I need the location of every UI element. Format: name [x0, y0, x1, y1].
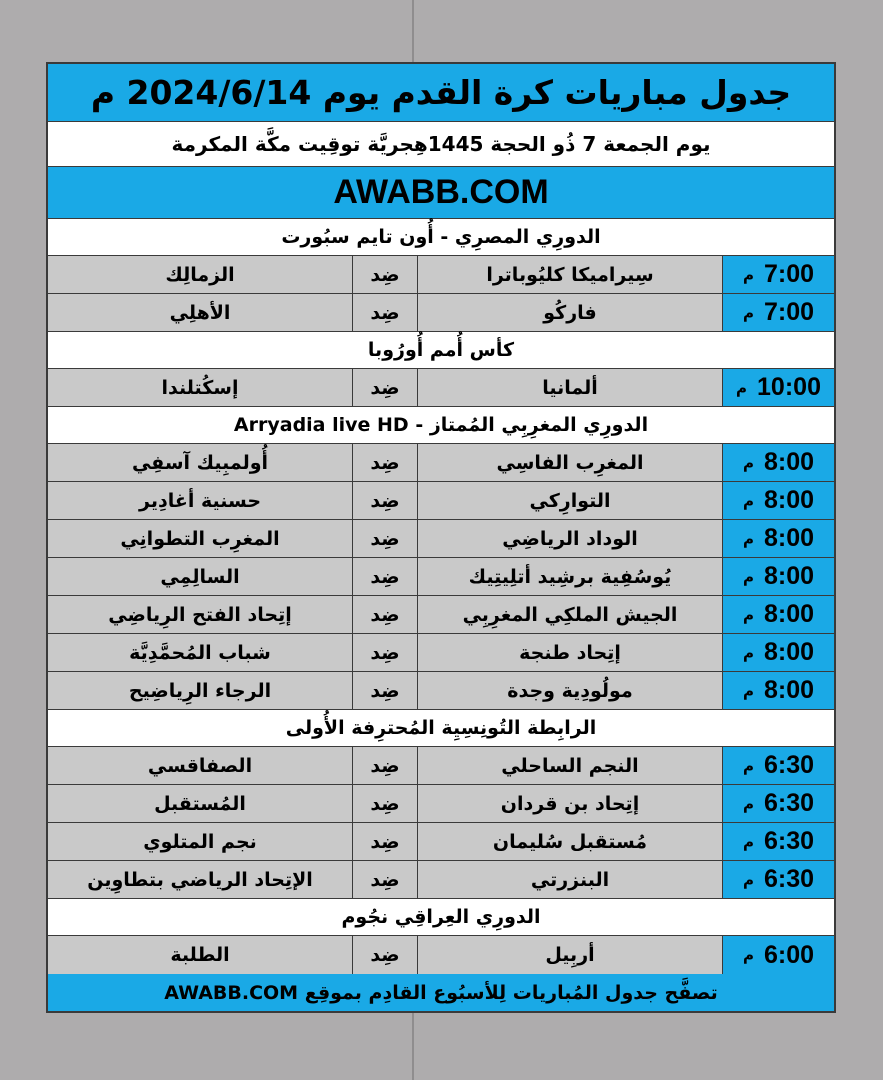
home-team: إتِحاد بن قردان — [417, 785, 722, 822]
time-suffix: م — [742, 567, 754, 586]
match-time: 6:30 — [763, 865, 815, 893]
match-time-cell — [722, 558, 834, 595]
home-team: المغرِب الفاسِي — [417, 444, 722, 481]
match-row — [48, 558, 834, 596]
away-team: نجم المتلوي — [143, 830, 257, 853]
versus-label: ضِد — [352, 747, 417, 784]
versus-label: ضِد — [352, 596, 417, 633]
footer-note: تصفَّح جدول المُباريات لِلأسبُوع القادِم بموقِع AWABB.COM — [48, 974, 834, 1011]
match-time-cell — [722, 785, 834, 822]
match-row — [48, 823, 834, 861]
time-suffix: م — [742, 265, 754, 284]
home-team: فاركُو — [417, 294, 722, 331]
time-suffix: م — [742, 605, 754, 624]
away-team: الأهلِي — [169, 301, 231, 324]
league-header: الرابِطة التُونِسِيِة المُحترِفة الأُولى — [48, 710, 834, 747]
home-team: النجم الساحلي — [417, 747, 722, 784]
match-time: 7:00 — [763, 260, 815, 288]
away-team: إتِحاد الفتح الرِياضِي — [108, 603, 292, 626]
schedule-title: جدول مباريات كرة القدم يوم 2024/6/14 م — [48, 64, 834, 122]
away-team: الرجاء الرِياضِيح — [128, 679, 272, 702]
match-time: 8:00 — [763, 524, 815, 552]
versus-label: ضِد — [352, 256, 417, 293]
match-row — [48, 256, 834, 294]
away-team: إسكُتلندا — [161, 376, 239, 399]
versus-label: ضِد — [352, 672, 417, 709]
schedule-date-line: يوم الجمعة 7 ذُو الحجة 1445هِجريَّة توقِيت مكَّة المكرمة — [48, 122, 834, 167]
time-suffix: م — [742, 832, 754, 851]
match-time: 6:30 — [763, 789, 815, 817]
home-team: إتِحاد طنجة — [417, 634, 722, 671]
match-time-cell — [722, 369, 834, 406]
league-header: الدورِي المصرِي - أُون تايم سبُورت — [48, 219, 834, 256]
home-team: البنزرتي — [417, 861, 722, 898]
away-team: السالِمِي — [160, 565, 240, 588]
time-suffix: م — [742, 491, 754, 510]
match-row — [48, 596, 834, 634]
versus-label: ضِد — [352, 634, 417, 671]
time-suffix: م — [742, 529, 754, 548]
league-header: كأس أُمم أُورُوبا — [48, 332, 834, 369]
league-header: الدورِي المغرِبِي المُمتاز - Arryadia live HD — [48, 407, 834, 444]
match-row — [48, 482, 834, 520]
site-banner: AWABB.COM — [48, 167, 834, 219]
leagues-container — [48, 219, 834, 974]
versus-label: ضِد — [352, 520, 417, 557]
match-time: 6:30 — [763, 827, 815, 855]
match-time-cell — [722, 482, 834, 519]
match-time: 8:00 — [763, 562, 815, 590]
time-suffix: م — [742, 870, 754, 889]
match-time: 10:00 — [757, 373, 821, 401]
match-row — [48, 294, 834, 332]
time-suffix: م — [742, 946, 754, 964]
match-time: 8:00 — [763, 486, 815, 514]
away-team: المغرِب التطوانِي — [120, 527, 280, 550]
time-suffix: م — [742, 681, 754, 700]
match-time: 8:00 — [763, 448, 815, 476]
match-row — [48, 672, 834, 710]
versus-label: ضِد — [352, 444, 417, 481]
time-suffix: م — [742, 453, 754, 472]
league-header: الدورِي العِراقِي نجُوم — [48, 899, 834, 936]
time-suffix: م — [742, 794, 754, 813]
match-time: 8:00 — [763, 600, 815, 628]
match-time-cell — [722, 294, 834, 331]
away-team: شباب المُحمَّدِيَّة — [129, 641, 271, 664]
versus-label: ضِد — [352, 823, 417, 860]
match-time-cell — [722, 861, 834, 898]
home-team: التوارِكي — [417, 482, 722, 519]
match-row — [48, 520, 834, 558]
versus-label: ضِد — [352, 369, 417, 406]
home-team: ألمانيا — [417, 369, 722, 406]
versus-label: ضِد — [352, 558, 417, 595]
versus-label: ضِد — [352, 294, 417, 331]
match-time: 6:30 — [763, 751, 815, 779]
home-team: سِيراميكا كليُوباترا — [417, 256, 722, 293]
match-time: 7:00 — [763, 298, 815, 326]
home-team: أربِيل — [417, 936, 722, 974]
versus-label: ضِد — [352, 861, 417, 898]
match-row — [48, 369, 834, 407]
match-time-cell — [722, 444, 834, 481]
match-row — [48, 861, 834, 899]
match-time-cell — [722, 747, 834, 784]
away-team: أُولمبِيك آسفِي — [131, 451, 269, 474]
away-team: الزمالِك — [165, 263, 235, 286]
versus-label: ضِد — [352, 482, 417, 519]
away-team: المُستقبل — [154, 792, 246, 815]
home-team: الجيش الملكِي المغرِبِي — [417, 596, 722, 633]
away-team: الطلبة — [170, 944, 230, 966]
match-row — [48, 785, 834, 823]
match-time: 6:00 — [763, 940, 815, 969]
away-team: الصفاقسي — [147, 754, 253, 777]
match-time-cell — [722, 256, 834, 293]
match-row — [48, 936, 834, 974]
match-time: 8:00 — [763, 676, 815, 704]
match-time-cell — [722, 672, 834, 709]
away-team: حسنية أغادِير — [139, 489, 262, 512]
home-team: يُوسُفِية برشِيد أتلِيتِيك — [417, 558, 722, 595]
home-team: الوداد الرياضِي — [417, 520, 722, 557]
time-suffix: م — [742, 303, 754, 322]
match-row — [48, 634, 834, 672]
versus-label: ضِد — [352, 936, 417, 974]
home-team: مُستقبل سُليمان — [417, 823, 722, 860]
versus-label: ضِد — [352, 785, 417, 822]
match-time-cell — [722, 823, 834, 860]
home-team: مولُودِية وجدة — [417, 672, 722, 709]
time-suffix: م — [742, 643, 754, 662]
match-time: 8:00 — [763, 638, 815, 666]
match-schedule-table — [46, 62, 836, 1013]
match-row — [48, 444, 834, 482]
match-time-cell — [722, 596, 834, 633]
match-row — [48, 747, 834, 785]
time-suffix: م — [736, 378, 748, 397]
match-time-cell — [722, 936, 834, 974]
match-time-cell — [722, 634, 834, 671]
match-time-cell — [722, 520, 834, 557]
away-team: الإتِحاد الرياضي بتطاوِين — [87, 868, 313, 891]
time-suffix: م — [742, 756, 754, 775]
